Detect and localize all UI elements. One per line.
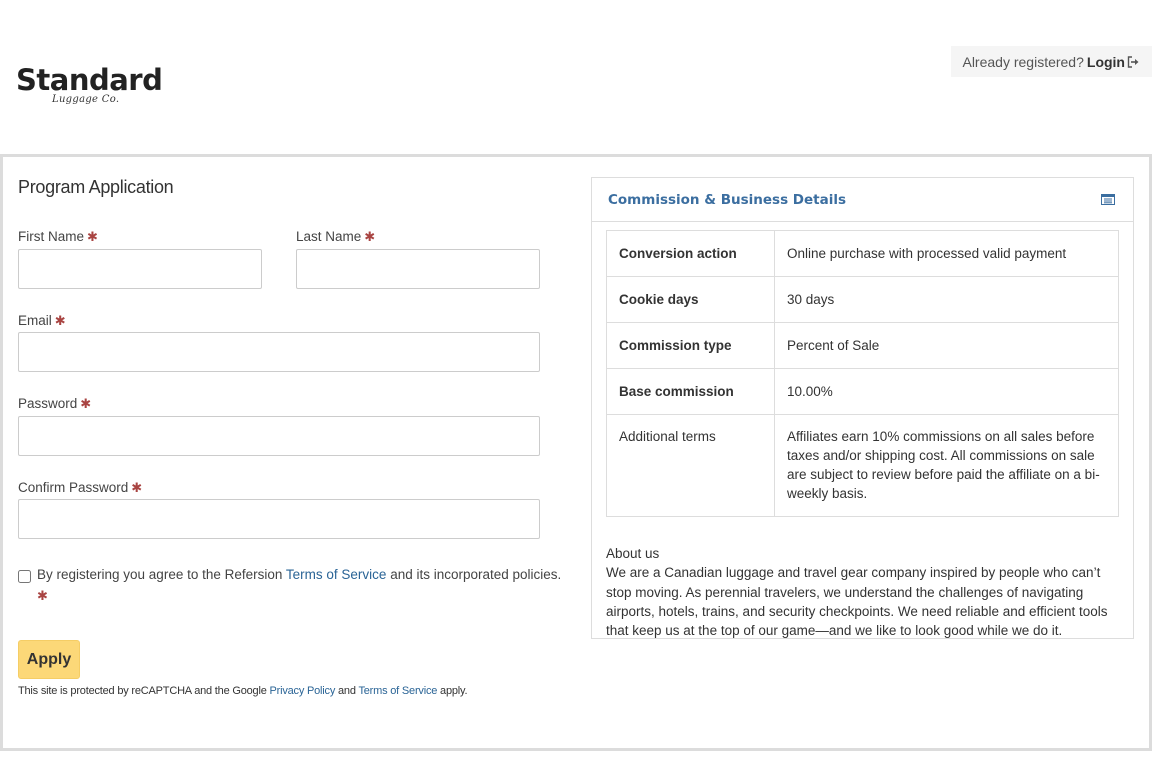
- email-input[interactable]: [18, 332, 540, 372]
- password-input[interactable]: [18, 416, 540, 456]
- detail-value: 30 days: [775, 277, 1119, 323]
- recaptcha-suffix: apply.: [440, 685, 468, 697]
- required-mark: ✱: [364, 229, 376, 244]
- required-mark: ✱: [87, 229, 98, 244]
- recaptcha-notice: [18, 685, 467, 697]
- detail-value: 10.00%: [775, 369, 1119, 415]
- required-mark: ✱: [54, 313, 66, 328]
- login-label: Login: [1086, 53, 1125, 70]
- detail-value: Percent of Sale: [775, 323, 1119, 369]
- brand-tagline: Luggage Co.: [52, 94, 120, 105]
- confirm-password-label-text: Confirm Password: [18, 480, 129, 495]
- apply-button[interactable]: Apply: [18, 640, 80, 679]
- brand-name: Standard: [16, 63, 163, 97]
- last-name-label: [296, 229, 375, 245]
- detail-key: Commission type: [607, 323, 775, 369]
- detail-key: Additional terms: [607, 415, 775, 517]
- panel-heading: [592, 178, 1133, 222]
- about-us-title: About us: [606, 546, 660, 561]
- about-us-text: We are a Canadian luggage and travel gear company inspired by people who can’t stop moving. As perennial travelers, we understand the challenges of navigating airports, hotels, trains, and security checkpoints. We need reliable and efficient tools that keep us at the top of our game—and we like to look good while we do it.: [606, 565, 1108, 639]
- detail-key: Cookie days: [607, 277, 775, 323]
- terms-of-service-link[interactable]: Terms of Service: [285, 567, 387, 582]
- panel-title: Commission & Business Details: [608, 191, 847, 208]
- required-mark: ✱: [37, 588, 48, 603]
- already-registered-text: Already registered?: [962, 53, 1084, 70]
- first-name-label-text: First Name: [18, 229, 85, 244]
- privacy-policy-link[interactable]: Privacy Policy: [269, 685, 336, 697]
- last-name-input[interactable]: [296, 249, 540, 289]
- table-row: [607, 323, 1119, 369]
- table-row: [607, 277, 1119, 323]
- confirm-password-label: [18, 480, 142, 496]
- google-terms-link[interactable]: Terms of Service: [358, 685, 438, 697]
- login-link[interactable]: [1087, 54, 1140, 70]
- terms-suffix: and its incorporated policies.: [390, 567, 562, 582]
- confirm-password-input[interactable]: [18, 499, 540, 539]
- list-icon[interactable]: [1101, 194, 1115, 205]
- detail-value: Affiliates earn 10% commissions on all sales before taxes and/or shipping cost. All commissions on sale are subject to review before paid the affiliate on a bi-weekly basis.: [775, 415, 1119, 517]
- email-label-text: Email: [18, 313, 52, 328]
- detail-value: Online purchase with processed valid payment: [775, 231, 1119, 277]
- application-card: [0, 154, 1152, 751]
- terms-prefix: By registering you agree to the Refersion: [37, 567, 283, 582]
- commission-details-panel: [591, 177, 1134, 639]
- about-us-section: [606, 544, 1126, 640]
- brand-logo[interactable]: [16, 62, 166, 114]
- required-mark: ✱: [131, 480, 143, 495]
- required-mark: ✱: [80, 396, 92, 411]
- terms-text: [37, 567, 561, 582]
- sign-in-icon: [1127, 56, 1140, 68]
- page-title: Program Application: [18, 177, 174, 197]
- terms-checkbox[interactable]: [18, 570, 31, 583]
- detail-key: Base commission: [607, 369, 775, 415]
- password-label: [18, 396, 91, 412]
- detail-key: Conversion action: [607, 231, 775, 277]
- table-row: [607, 231, 1119, 277]
- first-name-input[interactable]: [18, 249, 262, 289]
- commission-details-table: [606, 230, 1119, 517]
- recaptcha-prefix: This site is protected by reCAPTCHA and the Google: [18, 685, 267, 697]
- table-row: [607, 369, 1119, 415]
- last-name-label-text: Last Name: [296, 229, 362, 244]
- password-label-text: Password: [18, 396, 78, 411]
- login-box: [951, 46, 1152, 77]
- email-label: [18, 313, 66, 329]
- table-row: [607, 415, 1119, 517]
- recaptcha-and: and: [338, 685, 356, 697]
- first-name-label: [18, 229, 98, 245]
